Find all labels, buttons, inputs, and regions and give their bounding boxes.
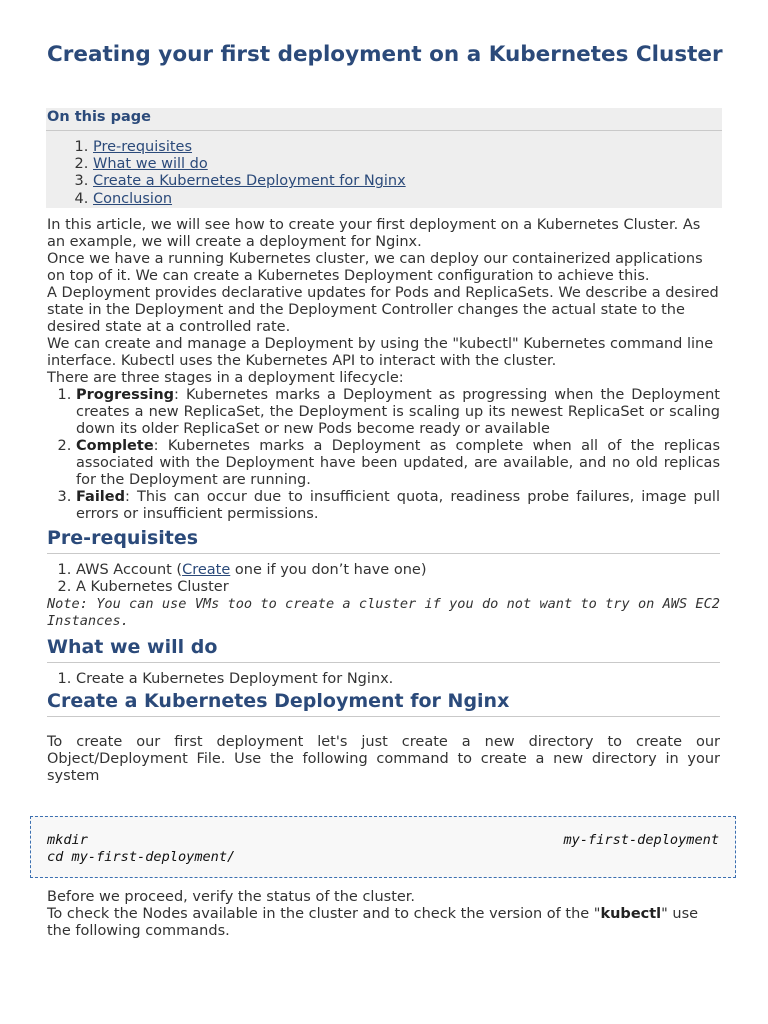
stage-description: : Kubernetes marks a Deployment as progressing when the Deployment creates a new ReplicaSet, the Deployment is scaling up its newest ReplicaSet or scaling down its older ReplicaSet or new Pods become ready or available (76, 387, 720, 437)
what-we-will-do-list (47, 671, 720, 688)
intro-paragraph: Once we have a running Kubernetes cluster, we can deploy our containerized applications on top of it. We can create a Kubernetes Deployment configuration to achieve this. (47, 251, 703, 284)
list-item: 1. Create a Kubernetes Deployment for Nginx. (76, 671, 720, 688)
toc-link-create-deployment[interactable]: Create a Kubernetes Deployment for Nginx (93, 173, 406, 190)
toc-item (93, 139, 722, 156)
create-account-link[interactable]: Create (182, 562, 231, 578)
toc-item (93, 156, 722, 173)
stage-description: : This can occur due to insufficient quota, readiness probe failures, image pull errors or insufficient permissions. (76, 489, 720, 522)
table-of-contents (46, 108, 722, 208)
code-line: cd my-first-deployment/ (47, 849, 236, 865)
paragraph: Before we proceed, verify the status of the cluster. (47, 889, 416, 905)
toc-item (93, 191, 722, 208)
lifecycle-stages-list (47, 387, 720, 523)
paragraph-text: " use the following commands. (47, 906, 699, 939)
stage-term: Complete (76, 438, 154, 454)
paragraph (47, 906, 720, 940)
toc-list (46, 139, 722, 208)
list-item: 2. A Kubernetes Cluster (76, 579, 720, 596)
note-text: Note: You can use VMs too to create a cluster if you do not want to try on AWS EC2 Instances. (47, 596, 720, 629)
intro-paragraph: A Deployment provides declarative updates for Pods and ReplicaSets. We describe a desired state in the Deployment and the Deployment Controller changes the actual state to the desired state at a controlled rate. (47, 285, 719, 335)
paragraph-text: To check the Nodes available in the cluster and to check the version of the " (47, 906, 601, 922)
toc-link-prerequisites[interactable]: Pre-requisites (93, 139, 193, 155)
code-command: mkdir (47, 832, 88, 848)
toc-heading: On this page (46, 108, 722, 131)
section-heading-prerequisites: Pre-requisites (47, 527, 720, 554)
list-item (76, 562, 720, 579)
toc-link-what-we-will-do[interactable]: What we will do (93, 156, 208, 173)
stage-term: Failed (76, 489, 125, 505)
toc-link-conclusion[interactable]: Conclusion (93, 190, 173, 207)
list-text: AWS Account ( (76, 562, 183, 578)
intro-paragraph: In this article, we will see how to create your first deployment on a Kubernetes Cluster. As an example, we will create a deployment for Nginx. (47, 217, 701, 250)
kubectl-bold: kubectl (600, 906, 662, 922)
prerequisites-list (47, 562, 720, 596)
intro-paragraph: There are three stages in a deployment lifecycle: (47, 370, 404, 386)
list-item (76, 489, 720, 523)
article-body (47, 217, 720, 785)
stage-term: Progressing (76, 387, 175, 403)
toc-item (93, 173, 722, 190)
code-line (47, 832, 719, 849)
list-item (76, 387, 720, 438)
code-block[interactable] (30, 816, 736, 878)
list-item (76, 438, 720, 489)
after-code-text (47, 889, 720, 940)
page-title: Creating your first deployment on a Kubernetes Cluster (47, 42, 723, 67)
intro-paragraph: We can create and manage a Deployment by using the "kubectl" Kubernetes command line interface. Kubectl uses the Kubernetes API to interact with the cluster. (47, 336, 714, 369)
create-paragraph: To create our first deployment let's just create a new directory to create our Object/Deployment File. Use the following command to create a new directory in your system (47, 734, 720, 784)
code-argument: my-first-deployment (563, 832, 719, 848)
stage-description: : Kubernetes marks a Deployment as complete when all of the replicas associated with the Deployment have been updated, are available, and no old replicas for the Deployment are running. (76, 438, 720, 488)
section-divider (47, 716, 720, 717)
list-text: one if you don’t have one) (230, 562, 427, 578)
section-heading-create-deployment: Create a Kubernetes Deployment for Nginx (47, 690, 510, 712)
section-heading-what-we-will-do: What we will do (47, 636, 720, 663)
